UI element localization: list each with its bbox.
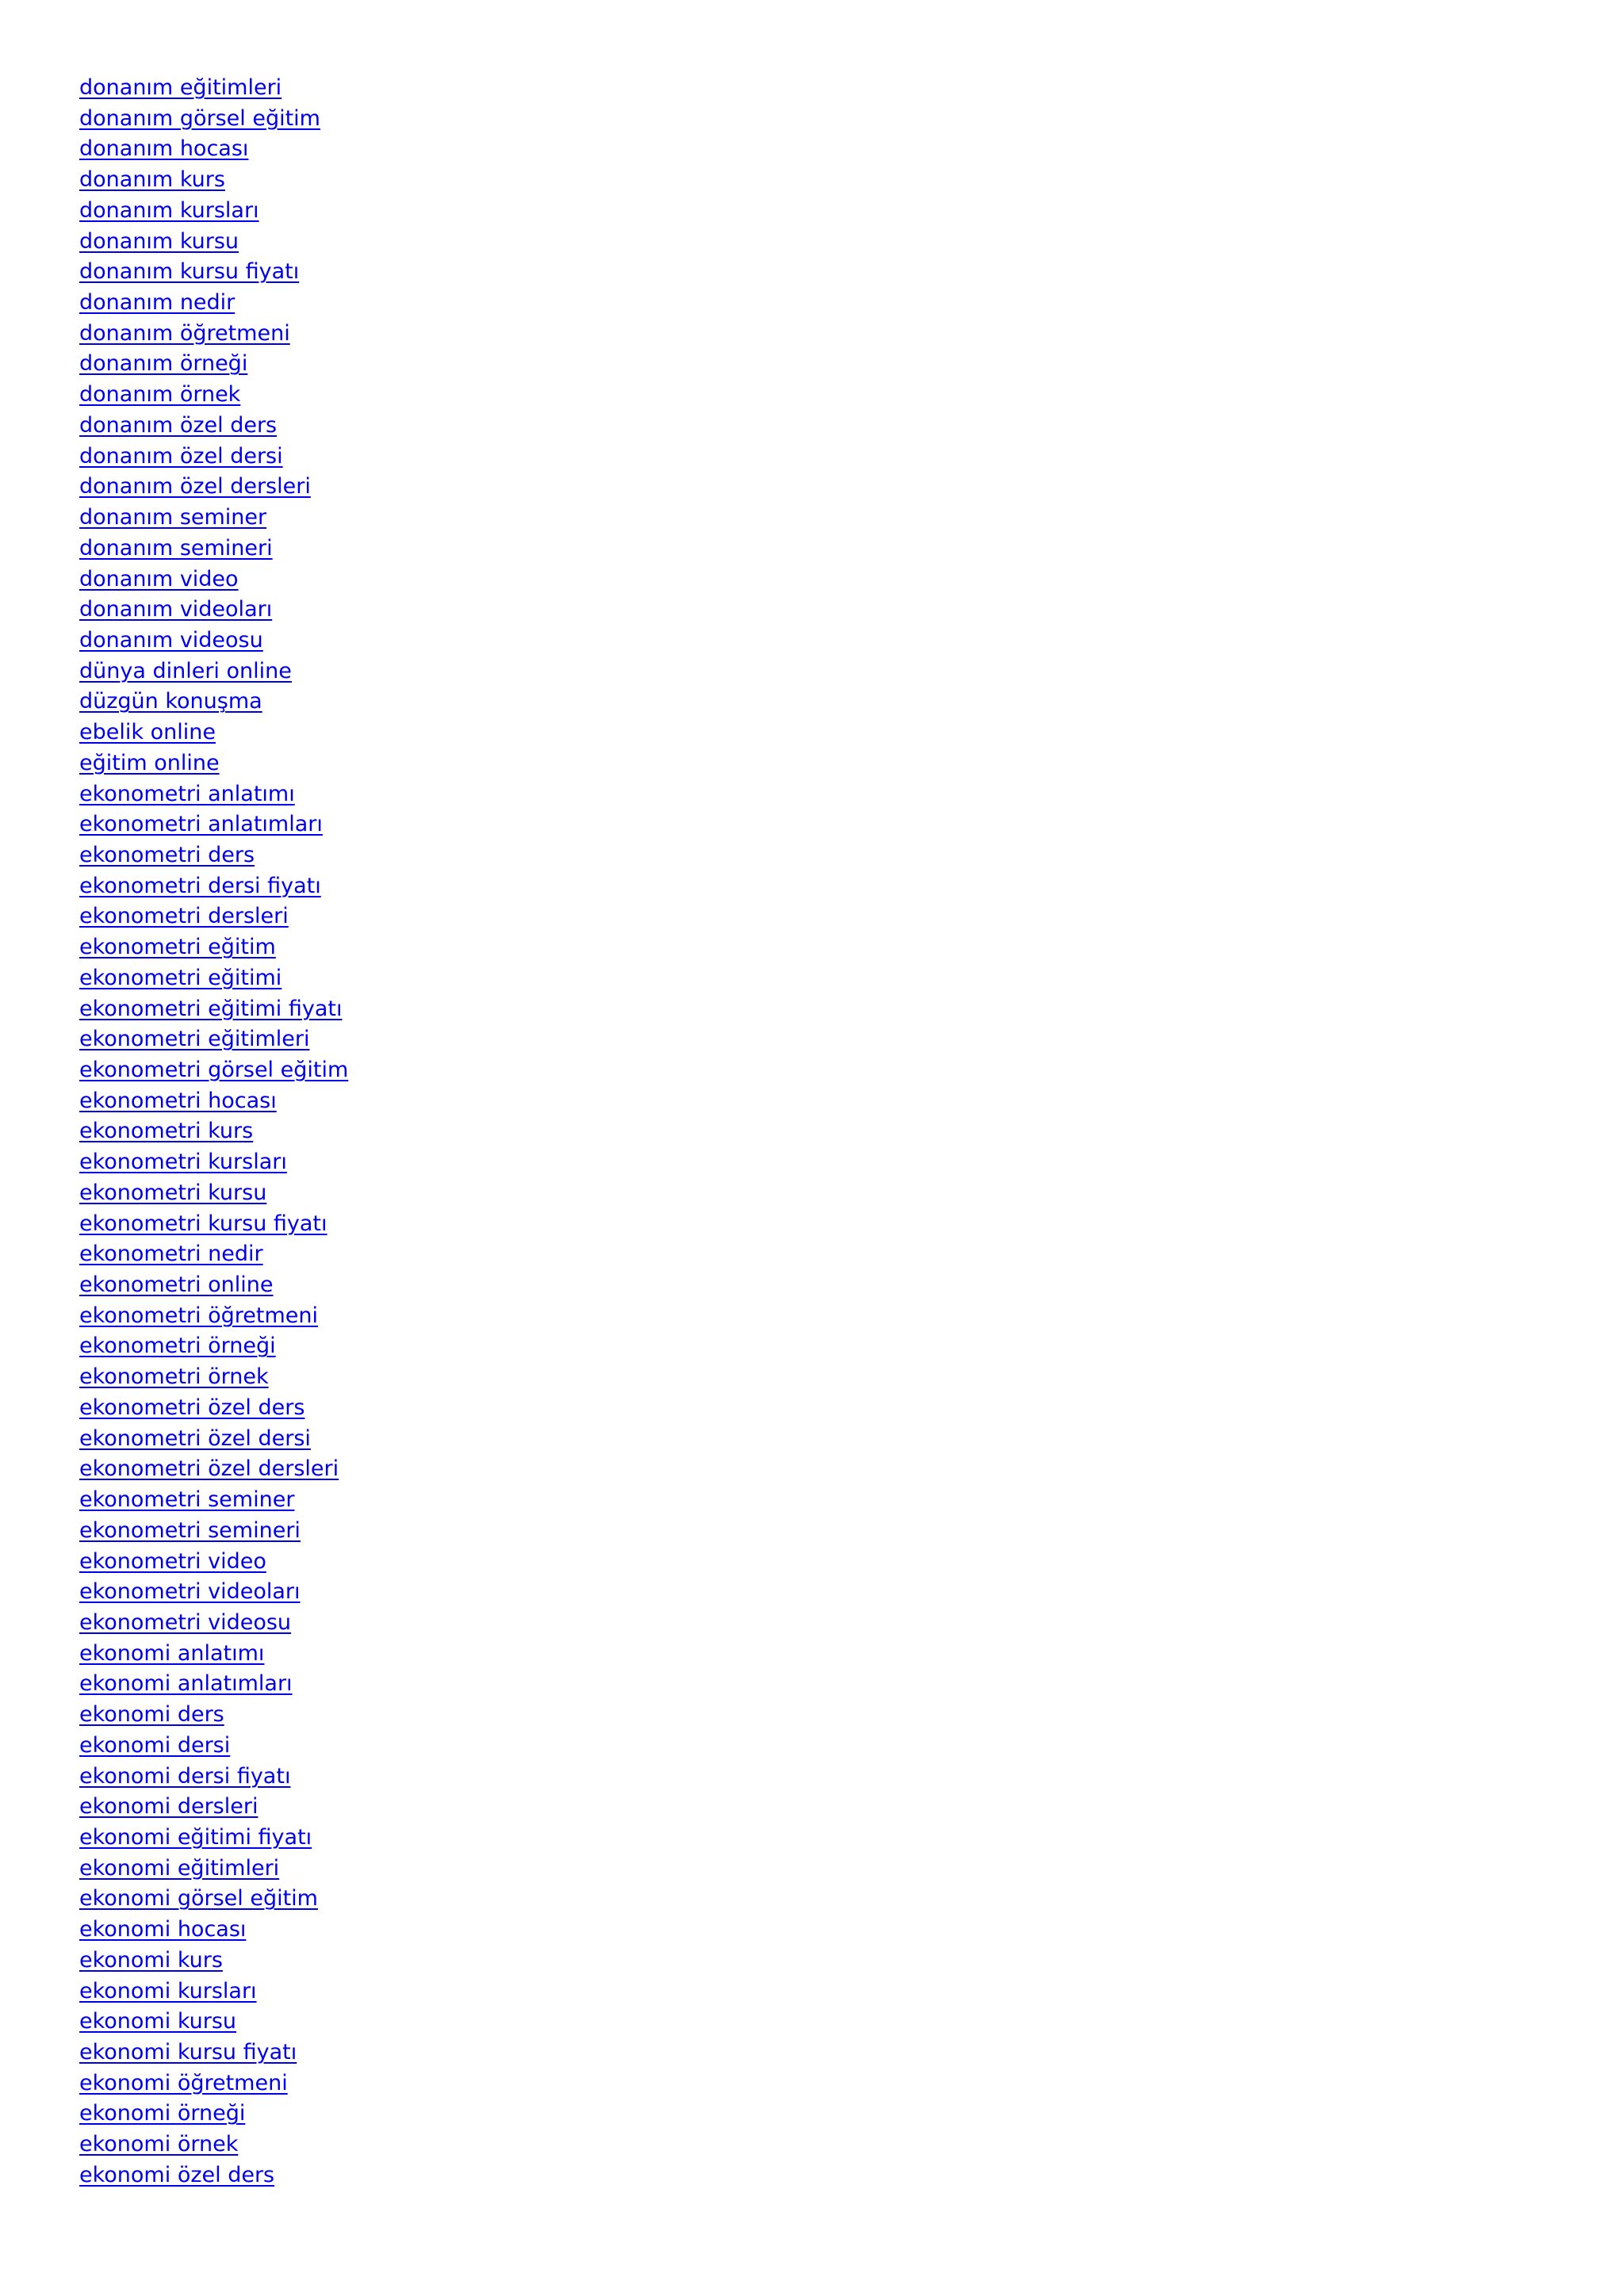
keyword-link[interactable]: ekonomi anlatımı <box>79 1640 265 1666</box>
keyword-link[interactable]: ekonomi görsel eğitim <box>79 1886 318 1911</box>
keyword-link[interactable]: donanım seminer <box>79 505 267 530</box>
keyword-link[interactable]: ekonomi eğitimi fiyatı <box>79 1824 312 1850</box>
keyword-link[interactable]: donanım nedir <box>79 290 236 316</box>
keyword-link[interactable]: ekonometri dersi fiyatı <box>79 873 321 898</box>
keyword-link[interactable]: donanım görsel eğitim <box>79 105 320 131</box>
list-item <box>79 2068 348 2099</box>
keyword-link[interactable]: ekonometri özel dersi <box>79 1425 311 1451</box>
list-item <box>79 1209 348 1240</box>
list-item <box>79 1516 348 1547</box>
keyword-link[interactable]: donanım örneği <box>79 351 248 377</box>
list-item <box>79 932 348 963</box>
keyword-link[interactable]: donanım eğitimleri <box>79 75 282 100</box>
keyword-link[interactable]: donanım video <box>79 566 239 591</box>
keyword-link[interactable]: ekonomi kursu <box>79 2009 237 2034</box>
list-item <box>79 2160 348 2191</box>
list-item <box>79 1178 348 1209</box>
list-item <box>79 626 348 656</box>
keyword-link[interactable]: ekonometri ders <box>79 842 255 867</box>
list-item <box>79 1301 348 1332</box>
list-item <box>79 1547 348 1578</box>
list-item <box>79 1393 348 1424</box>
keyword-link[interactable]: ekonometri örnek <box>79 1364 269 1390</box>
keyword-link[interactable]: ekonomi kursu fiyatı <box>79 2040 297 2064</box>
list-item <box>79 1454 348 1485</box>
keyword-link[interactable]: ekonomi öğretmeni <box>79 2070 288 2095</box>
keyword-link[interactable]: ekonometri kursları <box>79 1150 287 1175</box>
keyword-link[interactable]: ekonometri özel dersleri <box>79 1456 339 1482</box>
keyword-link[interactable]: ekonometri öğretmeni <box>79 1303 319 1328</box>
list-item <box>79 2038 348 2068</box>
list-item <box>79 1331 348 1362</box>
list-item <box>79 779 348 810</box>
list-item <box>79 718 348 748</box>
list-item <box>79 319 348 350</box>
list-item <box>79 380 348 411</box>
list-item <box>79 994 348 1025</box>
list-item <box>79 257 348 288</box>
keyword-link[interactable]: donanım özel ders <box>79 412 278 438</box>
list-item <box>79 1823 348 1854</box>
keyword-link[interactable]: donanım öğretmeni <box>79 320 290 346</box>
list-item <box>79 1669 348 1700</box>
keyword-link[interactable]: donanım semineri <box>79 535 273 561</box>
keyword-link[interactable]: ekonometri online <box>79 1272 274 1298</box>
keyword-link[interactable]: ekonometri semineri <box>79 1517 301 1543</box>
list-item <box>79 1731 348 1762</box>
keyword-link[interactable]: donanım kurs <box>79 167 225 193</box>
keyword-link[interactable]: ekonomi hocası <box>79 1917 247 1942</box>
keyword-link[interactable]: ekonomi dersi <box>79 1732 231 1758</box>
keyword-link[interactable]: donanım kursları <box>79 197 259 223</box>
keyword-link[interactable]: ekonometri eğitimi <box>79 965 282 990</box>
keyword-link[interactable]: donanım videosu <box>79 627 263 652</box>
list-item <box>79 349 348 380</box>
keyword-link[interactable]: ekonomi dersleri <box>79 1794 259 1820</box>
list-item <box>79 1976 348 2007</box>
list-item <box>79 687 348 718</box>
list-item <box>79 748 348 779</box>
list-item <box>79 1915 348 1946</box>
keyword-link[interactable]: ekonometri hocası <box>79 1088 277 1113</box>
keyword-link[interactable]: düzgün konuşma <box>79 689 262 714</box>
list-item <box>79 963 348 994</box>
keyword-link[interactable]: ekonometri video <box>79 1548 266 1574</box>
list-item <box>79 1608 348 1639</box>
keyword-link[interactable]: ekonomi eğitimleri <box>79 1855 280 1881</box>
list-item <box>79 1762 348 1793</box>
keyword-link[interactable]: donanım özel dersi <box>79 443 283 469</box>
list-item <box>79 840 348 871</box>
keyword-link[interactable]: donanım örnek <box>79 382 241 408</box>
keyword-link[interactable]: donanım hocası <box>79 136 249 162</box>
list-item <box>79 1147 348 1178</box>
list-item <box>79 411 348 442</box>
list-item <box>79 901 348 932</box>
keyword-link[interactable]: ekonometri kursu fiyatı <box>79 1211 327 1236</box>
list-item <box>79 1577 348 1608</box>
list-item <box>79 1639 348 1670</box>
keyword-link[interactable]: ekonomi örneği <box>79 2101 246 2126</box>
list-item <box>79 1854 348 1885</box>
list-item <box>79 1792 348 1823</box>
list-item <box>79 656 348 687</box>
keyword-link[interactable]: ekonomi örnek <box>79 2132 239 2157</box>
list-item <box>79 534 348 564</box>
keyword-link[interactable]: donanım videoları <box>79 597 273 622</box>
keyword-link[interactable]: ekonometri kurs <box>79 1119 254 1144</box>
list-item <box>79 1946 348 1976</box>
list-item <box>79 288 348 319</box>
list-item <box>79 595 348 626</box>
keyword-link[interactable]: ekonometri videosu <box>79 1609 292 1635</box>
keyword-link[interactable]: ekonomi dersi fiyatı <box>79 1763 291 1789</box>
list-item <box>79 1024 348 1055</box>
keyword-link[interactable]: ekonometri eğitim <box>79 935 276 960</box>
list-item <box>79 2007 348 2038</box>
list-item <box>79 564 348 595</box>
list-item <box>79 165 348 196</box>
keyword-link[interactable]: ekonomi kursları <box>79 1978 257 2003</box>
list-item <box>79 1086 348 1117</box>
list-item <box>79 1485 348 1516</box>
list-item <box>79 503 348 534</box>
keyword-link[interactable]: ekonometri seminer <box>79 1487 295 1513</box>
keyword-link[interactable]: ekonometri kursu <box>79 1180 267 1205</box>
list-item <box>79 1055 348 1086</box>
keyword-link[interactable]: ekonometri anlatımı <box>79 781 295 806</box>
keyword-link[interactable]: ekonomi özel ders <box>79 2162 275 2187</box>
keyword-link[interactable]: ekonomi kurs <box>79 1947 223 1973</box>
list-item <box>79 73 348 104</box>
list-item <box>79 134 348 165</box>
keyword-link[interactable]: ekonomi anlatımları <box>79 1671 293 1697</box>
list-item <box>79 472 348 503</box>
keyword-link[interactable]: donanım özel dersleri <box>79 474 311 499</box>
keyword-link[interactable]: ekonometri dersleri <box>79 904 289 929</box>
keyword-link[interactable]: eğitim online <box>79 750 220 775</box>
list-item <box>79 1700 348 1731</box>
keyword-link[interactable]: ebelik online <box>79 720 216 745</box>
list-item <box>79 1239 348 1270</box>
list-item <box>79 2130 348 2160</box>
keyword-link[interactable]: ekonometri videoları <box>79 1579 301 1605</box>
keyword-link[interactable]: ekonometri görsel eğitim <box>79 1058 349 1082</box>
list-item <box>79 1270 348 1301</box>
keyword-link[interactable]: dünya dinleri online <box>79 658 292 683</box>
keyword-link[interactable]: ekonometri özel ders <box>79 1395 305 1420</box>
list-item <box>79 227 348 258</box>
list-item <box>79 1362 348 1393</box>
keyword-link[interactable]: ekonomi ders <box>79 1702 224 1728</box>
keyword-link[interactable]: donanım kursu fiyatı <box>79 259 300 285</box>
keyword-link[interactable]: ekonometri anlatımları <box>79 812 323 837</box>
link-list <box>79 73 348 2191</box>
keyword-link[interactable]: donanım kursu <box>79 228 239 254</box>
keyword-link[interactable]: ekonometri nedir <box>79 1242 263 1267</box>
list-item <box>79 809 348 840</box>
list-item <box>79 1424 348 1455</box>
list-item <box>79 2099 348 2130</box>
keyword-link[interactable]: ekonometri örneği <box>79 1334 276 1359</box>
keyword-link[interactable]: ekonometri eğitimi fiyatı <box>79 996 343 1021</box>
list-item <box>79 104 348 135</box>
list-item <box>79 1116 348 1147</box>
keyword-link[interactable]: ekonometri eğitimleri <box>79 1027 310 1052</box>
list-item <box>79 871 348 902</box>
list-item <box>79 196 348 227</box>
list-item <box>79 442 348 473</box>
list-item <box>79 1884 348 1915</box>
